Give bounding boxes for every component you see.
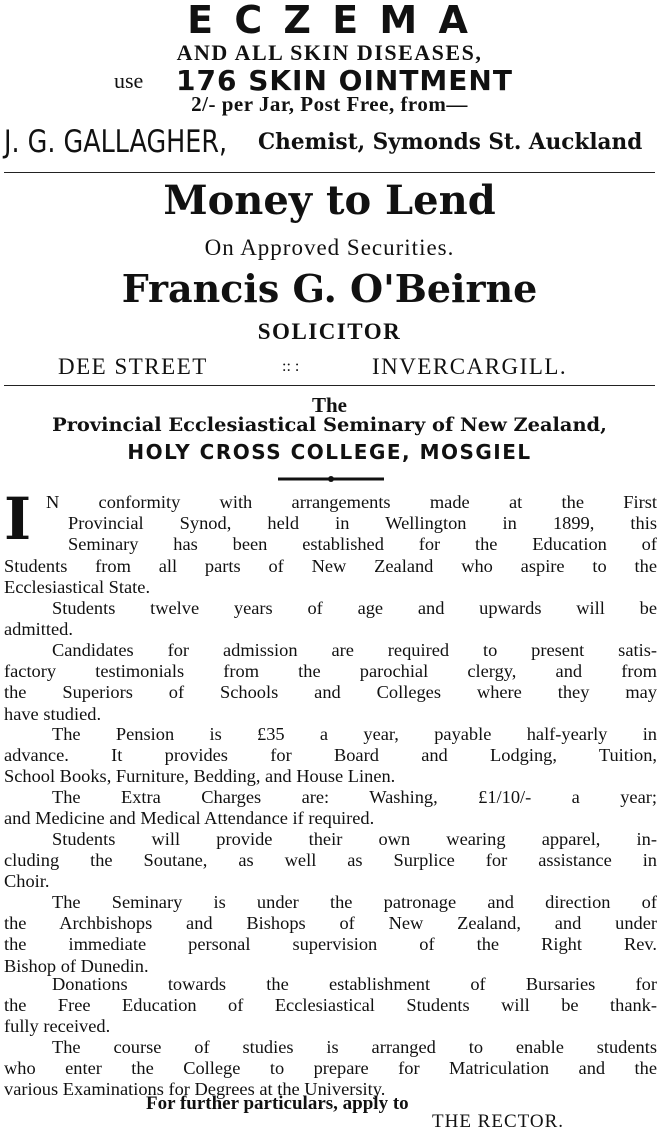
text-line: Students from all parts of New Zealand who aspire to the	[4, 555, 657, 576]
text-line: who enter the College to prepare for Matriculation and the	[4, 1058, 657, 1079]
signature: THE RECTOR.	[432, 1111, 565, 1132]
seminary-paragraph-7	[4, 892, 657, 977]
divider-1	[4, 172, 655, 173]
eczema-seller-address: Chemist, Symonds St. Auckland	[258, 129, 643, 155]
text-line: fully received.	[4, 1016, 111, 1037]
eczema-product: 176 SKIN OINTMENT	[176, 64, 513, 97]
lend-town: INVERCARGILL.	[372, 354, 568, 379]
lend-profession: SOLICITOR	[257, 319, 402, 344]
ornamental-dash	[276, 474, 386, 484]
seminary-paragraph-1	[4, 485, 657, 598]
text-line: the Archbishops and Bishops of New Zealand, and under	[4, 913, 657, 934]
text-line: Choir.	[4, 871, 50, 892]
seminary-title: Provincial Ecclesiastical Seminary of New Zealand,	[52, 414, 607, 436]
seminary-paragraph-2	[4, 598, 657, 640]
text-line: The course of studies is arranged to enable students	[52, 1037, 657, 1057]
eczema-title: E C Z E M A	[187, 0, 472, 42]
seminary-paragraph-8	[4, 974, 657, 1038]
text-line: Candidates for admission are required to present satis-	[52, 640, 657, 660]
drop-cap: I	[4, 485, 32, 553]
text-line: Provincial Synod, held in Wellington in 1899, this	[68, 513, 657, 534]
seminary-paragraph-3	[4, 640, 657, 725]
closing-line: For further particulars, apply to	[146, 1093, 409, 1114]
text-line: the immediate personal supervision of the Right Rev.	[4, 934, 657, 955]
text-line: Bishop of Dunedin.	[4, 955, 149, 976]
lend-separator: :: :	[282, 358, 300, 375]
seminary-paragraph-4	[4, 724, 657, 788]
divider-2	[4, 385, 655, 386]
text-line: The Seminary is under the patronage and direction of	[52, 892, 657, 912]
eczema-use-word: use	[114, 68, 144, 93]
text-line: and Medicine and Medical Attendance if required.	[4, 808, 375, 829]
eczema-line1: AND ALL SKIN DISEASES,	[176, 40, 483, 65]
text-line: admitted.	[4, 619, 73, 640]
seminary-the: The	[311, 393, 347, 417]
lend-street: DEE STREET	[58, 354, 208, 379]
text-line: The Extra Charges are: Washing, £1/10/- a year;	[52, 787, 657, 807]
seminary-paragraph-5	[4, 787, 657, 829]
text-line: the Free Education of Ecclesiastical Students will be thank-	[4, 995, 657, 1016]
seminary-paragraph-9	[4, 1037, 657, 1101]
text-line: cluding the Soutane, as well as Surplice for assistance in	[4, 850, 657, 871]
lend-name: Francis G. O'Beirne	[121, 266, 538, 311]
eczema-seller-name: J. G. GALLAGHER,	[4, 124, 228, 160]
text-line: advance. It provides for Board and Lodging, Tuition,	[4, 745, 657, 766]
text-line: Ecclesiastical State.	[4, 576, 151, 597]
eczema-price-line: 2/- per Jar, Post Free, from—	[191, 92, 468, 116]
text-line: The Pension is £35 a year, payable half-yearly in	[52, 724, 657, 744]
text-line: various Examinations for Degrees at the University.	[4, 1079, 386, 1100]
lend-subtitle: On Approved Securities.	[204, 235, 455, 260]
seminary-subtitle: HOLY CROSS COLLEGE, MOSGIEL	[127, 440, 532, 464]
seminary-paragraph-6	[4, 829, 657, 893]
text-line: School Books, Furniture, Bedding, and House Linen.	[4, 766, 396, 787]
text-line: factory testimonials from the parochial clergy, and from	[4, 661, 657, 682]
text-line: Students will provide their own wearing apparel, in-	[52, 829, 657, 849]
text-line: have studied.	[4, 703, 102, 724]
text-line: N conformity with arrangements made at the First	[46, 492, 657, 512]
text-line: Donations towards the establishment of Bursaries for	[52, 974, 657, 994]
text-line: Students twelve years of age and upwards will be	[52, 598, 657, 618]
lend-title: Money to Lend	[163, 177, 496, 224]
text-line: Seminary has been established for the Education of	[68, 534, 657, 555]
text-line: the Superiors of Schools and Colleges where they may	[4, 682, 657, 703]
